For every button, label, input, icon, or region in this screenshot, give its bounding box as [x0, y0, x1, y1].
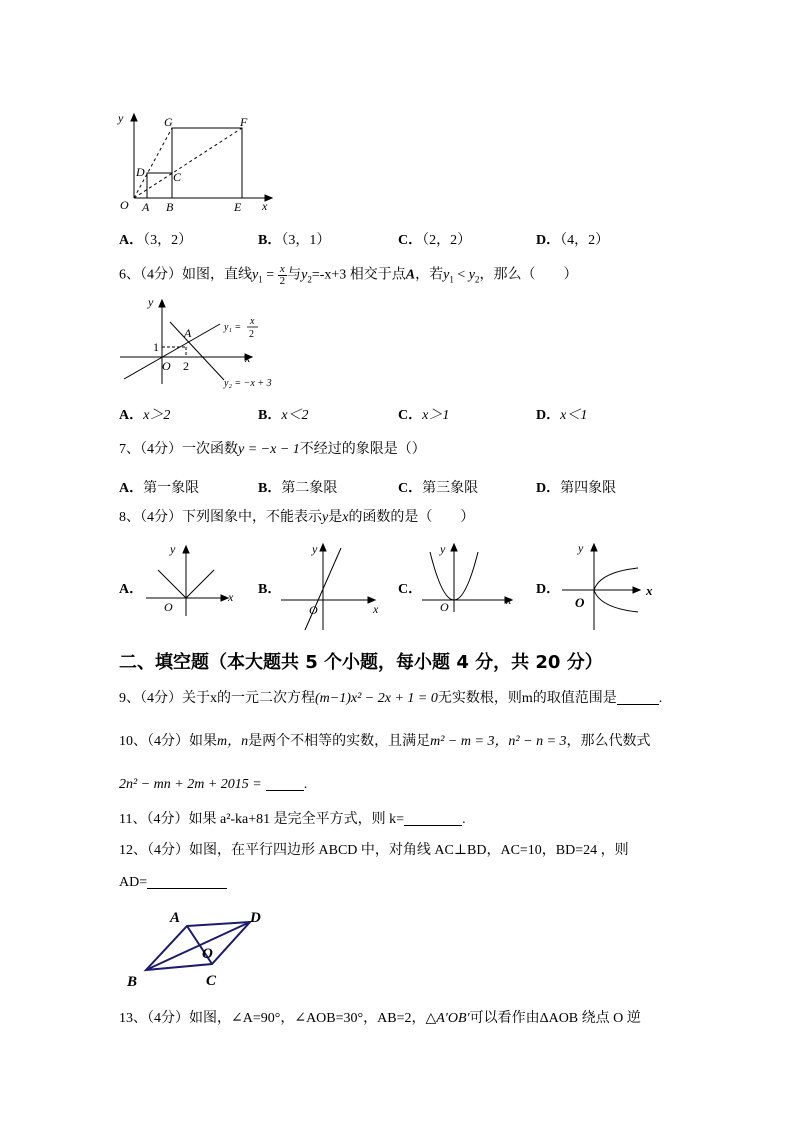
q12-label-B: B [127, 974, 138, 990]
q8-graph-b[interactable] [275, 538, 385, 633]
q13-stem: 13、（4分）如图，∠A=90°，∠AOB=30°，AB=2，△A′OB′可以看作由ΔAOB 绕点 O 逆 [119, 1011, 641, 1026]
q8a-label-x: x [228, 590, 234, 604]
q12-stem-line1: 12、（4分）如图，在平行四边形 ABCD 中，对角线 AC⊥BD，AC=10，BD=24 ，则 [119, 843, 629, 858]
q6-stem: 6、（4分）如图，直线$y_1$ = $\frac{x}{2}$ 与$y_2=-x+3$ 相交于点A，若$y_1 < y_2$，那么（ ） [119, 263, 578, 287]
q6-label-A: A [184, 326, 192, 340]
q5-option-d[interactable]: D．（4，2） [536, 233, 610, 248]
q8-option-d[interactable]: D． [536, 582, 561, 597]
q8c-label-y: y [440, 542, 446, 556]
q10-answer-blank[interactable] [266, 776, 304, 791]
q5-option-c[interactable]: C．（2，2） [398, 233, 472, 248]
q6-label-y: y [148, 295, 154, 309]
q5-label-E: E [234, 200, 242, 214]
q6-label-2: 2 [183, 359, 189, 373]
q6-line1-den: 2 [249, 329, 254, 340]
q5-label-B: B [166, 200, 174, 214]
q9-stem: 9、（4分）关于x的一元二次方程(m−1)x² − 2x + 1 = 0无实数根，则m的取值范围是 . [119, 691, 663, 706]
q8c-label-x: x [506, 593, 512, 607]
q6-line2-label: y₂ = −x + 3 [224, 378, 272, 389]
q5-label-C: C [173, 170, 182, 184]
q12-answer-blank[interactable] [147, 874, 227, 889]
q6-figure [112, 294, 292, 394]
q12-label-C: C [206, 973, 217, 989]
q5-label-A: A [142, 200, 150, 214]
q8-graph-d[interactable] [558, 538, 663, 633]
q6-line1-num: x [250, 316, 255, 327]
q12-label-A: A [170, 910, 181, 926]
q5-option-a[interactable]: A．（3，2） [119, 233, 193, 248]
q5-label-y: y [118, 111, 124, 125]
q6-fraction: $\frac{x}{2}$ [279, 263, 286, 287]
q11-answer-blank[interactable] [404, 811, 462, 826]
q9-answer-blank[interactable] [617, 690, 659, 705]
q8b-label-O: O [309, 603, 318, 617]
q8-option-a[interactable]: A． [119, 582, 144, 597]
q5-label-O: O [120, 198, 129, 212]
q8-option-b[interactable]: B． [258, 582, 282, 597]
q6-option-a[interactable]: A．x＞2 [119, 408, 171, 423]
q8-graph-c[interactable] [416, 538, 521, 613]
q5-label-x: x [262, 199, 268, 213]
q7-option-a[interactable]: A．第一象限 [119, 481, 200, 496]
q10-expression: 2n² − mn + 2m + 2015 = . [119, 777, 308, 792]
q10-stem: 10、（4分）如果m，n是两个不相等的实数，且满足m² − m = 3，n² − n = 3，那么代数式 [119, 734, 651, 749]
q5-figure [112, 106, 282, 216]
q12-label-O: O [202, 946, 213, 962]
q8b-label-y: y [312, 542, 318, 556]
q12-label-D: D [250, 910, 261, 926]
q7-stem: 7、（4分）一次函数y = −x − 1不经过的象限是（） [119, 442, 426, 457]
q8-option-c[interactable]: C． [398, 582, 423, 597]
q6-line1-label: y₁ = [224, 322, 242, 333]
q8b-label-x: x [373, 602, 379, 616]
q8a-label-O: O [164, 600, 173, 614]
q5-option-b[interactable]: B．（3，1） [258, 233, 331, 248]
q5-label-D: D [136, 165, 145, 179]
section-title: 二、填空题（本大题共 5 个小题，每小题 4 分，共 20 分） [119, 652, 603, 673]
q12-stem-line2: AD= [119, 874, 227, 892]
q7-option-b[interactable]: B．第二象限 [258, 481, 338, 496]
q8c-label-O: O [440, 600, 449, 613]
q12-figure [122, 904, 282, 994]
q8d-label-y: y [578, 541, 584, 555]
q6-label-1: 1 [153, 340, 159, 354]
q7-option-d[interactable]: D．第四象限 [536, 481, 617, 496]
q6-option-d[interactable]: D．x＜1 [536, 408, 588, 423]
q5-label-G: G [164, 115, 173, 129]
q6-option-b[interactable]: B．x＜2 [258, 408, 309, 423]
q8a-label-y: y [170, 542, 176, 556]
q8-graph-a[interactable] [138, 538, 238, 618]
q8d-label-O: O [575, 595, 585, 610]
q5-label-F: F [240, 115, 248, 129]
q8-stem: 8、（4分）下列图象中，不能表示y是x的函数的是（ ） [119, 510, 475, 525]
q8d-label-x: x [646, 583, 653, 598]
q6-label-x: x [245, 351, 251, 365]
q7-option-c[interactable]: C．第三象限 [398, 481, 479, 496]
q6-option-c[interactable]: C．x＞1 [398, 408, 450, 423]
q6-label-O: O [162, 359, 171, 373]
q11-stem: 11、（4分）如果 a²-ka+81 是完全平方式，则 k= . [119, 812, 466, 827]
